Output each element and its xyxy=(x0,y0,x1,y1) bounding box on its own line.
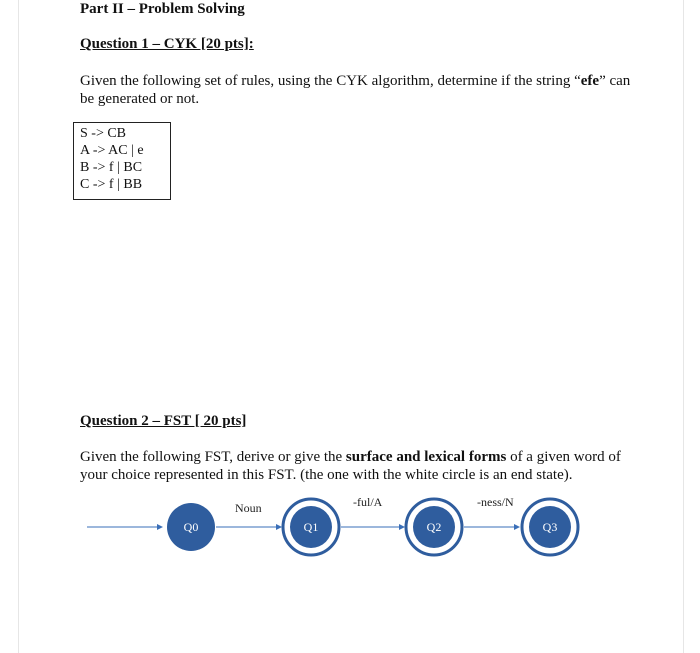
question-2-text-before: Given the following FST, derive or give the xyxy=(80,449,346,465)
part-title: Part II – Problem Solving xyxy=(80,1,245,17)
question-2-heading: Question 2 – FST [ 20 pts] xyxy=(80,413,247,429)
transition-label-noun: Noun xyxy=(235,501,262,515)
document-page xyxy=(18,0,684,653)
transition-label-ful: -ful/A xyxy=(353,495,383,509)
question-1-text-after: ” can be generated or not. xyxy=(80,73,631,107)
grammar-rule: B -> f | BC xyxy=(80,160,143,175)
question-1-string: efe xyxy=(580,73,600,89)
fst-diagram xyxy=(19,0,683,653)
question-2-bold-text: surface and lexical forms xyxy=(345,449,507,465)
grammar-rule: S -> CB xyxy=(80,126,127,141)
state-q2-label: Q2 xyxy=(426,520,442,534)
question-2-text-after: of a given word of your choice represented in this FST. (the one with the white circle is an end state). xyxy=(80,449,621,483)
grammar-rule: C -> f | BB xyxy=(80,177,143,192)
grammar-rule: A -> AC | e xyxy=(80,143,144,158)
state-q3-label: Q3 xyxy=(542,520,558,534)
question-1-heading: Question 1 – CYK [20 pts]: xyxy=(80,36,254,52)
state-q0-label: Q0 xyxy=(183,520,199,534)
question-1-text-before: Given the following set of rules, using the CYK algorithm, determine if the string “ xyxy=(80,73,581,89)
transition-label-ness: -ness/N xyxy=(477,495,514,509)
state-q1-label: Q1 xyxy=(303,520,319,534)
